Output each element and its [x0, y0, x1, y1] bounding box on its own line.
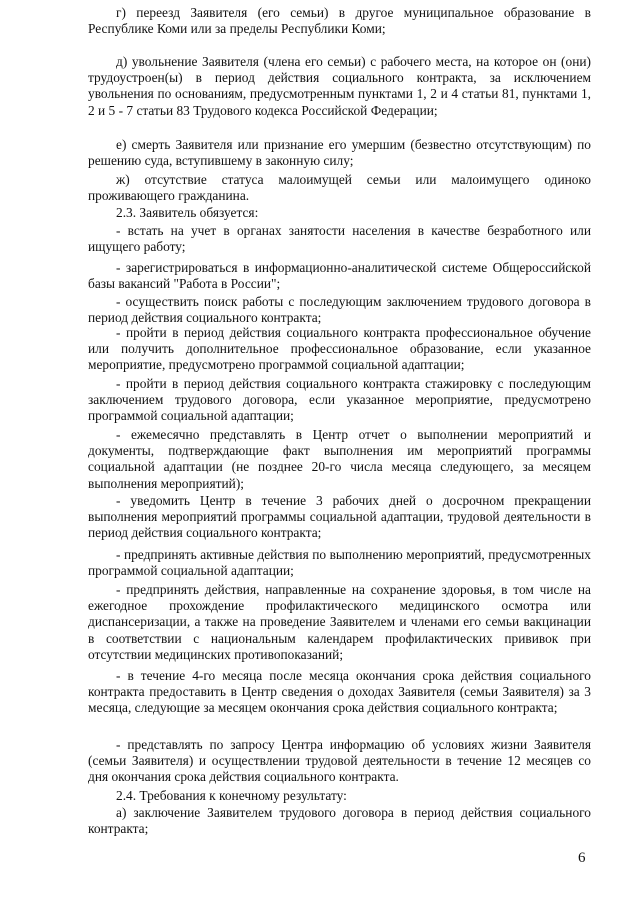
obligation-register-unemployment: - встать на учет в органах занятости населения в качестве безработного или ищущего работу;: [88, 223, 591, 255]
section-heading-2-3: 2.3. Заявитель обязуется:: [116, 205, 259, 220]
obligation-notify-termination: - уведомить Центр в течение 3 рабочих дней о досрочном прекращении выполнения мероприятий программы социальной адаптации, трудовой деятельности в период действия социального контракта;: [88, 493, 591, 541]
paragraph-status-loss: ж) отсутствие статуса малоимущей семьи или малоимущего одиноко проживающего гражданина.: [88, 172, 591, 204]
obligation-active-actions: - предпринять активные действия по выполнению мероприятий, предусмотренных программой социальной адаптации;: [88, 547, 591, 579]
paragraph-relocation: г) переезд Заявителя (его семьи) в другое муниципальное образование в Республике Коми или за пределы Республики Коми;: [88, 5, 591, 37]
obligation-training: - пройти в период действия социального контракта профессиональное обучение или получить дополнительное профессиональное образование, если указанное мероприятие, предусмотрено программой социальной адаптации;: [88, 325, 591, 373]
obligation-income-report: - в течение 4-го месяца после месяца окончания срока действия социального контракта предоставить в Центр сведения о доходах Заявителя (семьи Заявителя) за 3 месяца, следующие за месяцем окончания срока действия социального контракта;: [88, 668, 591, 716]
obligation-info-request: - представлять по запросу Центра информацию об условиях жизни Заявителя (семьи Заявителя) и осуществлении трудовой деятельности в течение 12 месяцев со дня окончания срока действия социального контракта.: [88, 737, 591, 785]
obligation-monthly-report: - ежемесячно представлять в Центр отчет о выполнении мероприятий и документы, подтверждающие факт выполнения им мероприятий программы социальной адаптации (не позднее 20-го числа месяца следующего, за месяцем выполнения мероприятий);: [88, 427, 591, 491]
obligation-register-vacancies: - зарегистрироваться в информационно-аналитической системе Общероссийской базы вакансий "Работа в России";: [88, 260, 591, 292]
paragraph-death: е) смерть Заявителя или признание его умершим (безвестно отсутствующим) по решению суда, вступившему в законную силу;: [88, 137, 591, 169]
obligation-internship: - пройти в период действия социального контракта стажировку с последующим заключением трудового договора, если указанное мероприятие, предусмотрено программой социальной адаптации;: [88, 376, 591, 424]
paragraph-dismissal: д) увольнение Заявителя (члена его семьи) с рабочего места, на которое он (они) трудоустроен(ы) в период действия социального контракта, за исключением увольнения по основаниям, предусмотренным пунктами 1, 2 и 4 статьи 81, пунктами 1, 2 и 5 - 7 статьи 83 Трудового кодекса Российской Федерации;: [88, 54, 591, 118]
obligation-health: - предпринять действия, направленные на сохранение здоровья, в том числе на ежегодное прохождение профилактического медицинского осмотра или диспансеризации, а также на проведение Заявителем и членами его семьи вакцинации в соответствии с национальным календарем профилактических прививок при отсутствии медицинских противопоказаний;: [88, 582, 591, 662]
section-heading-2-4: 2.4. Требования к конечному результату:: [116, 788, 347, 803]
obligation-job-search: - осуществить поиск работы с последующим заключением трудового договора в период действия социального контракта;: [88, 294, 591, 326]
requirement-employment-contract: а) заключение Заявителем трудового договора в период действия социального контракта;: [88, 805, 591, 837]
page-number: 6: [578, 850, 586, 866]
